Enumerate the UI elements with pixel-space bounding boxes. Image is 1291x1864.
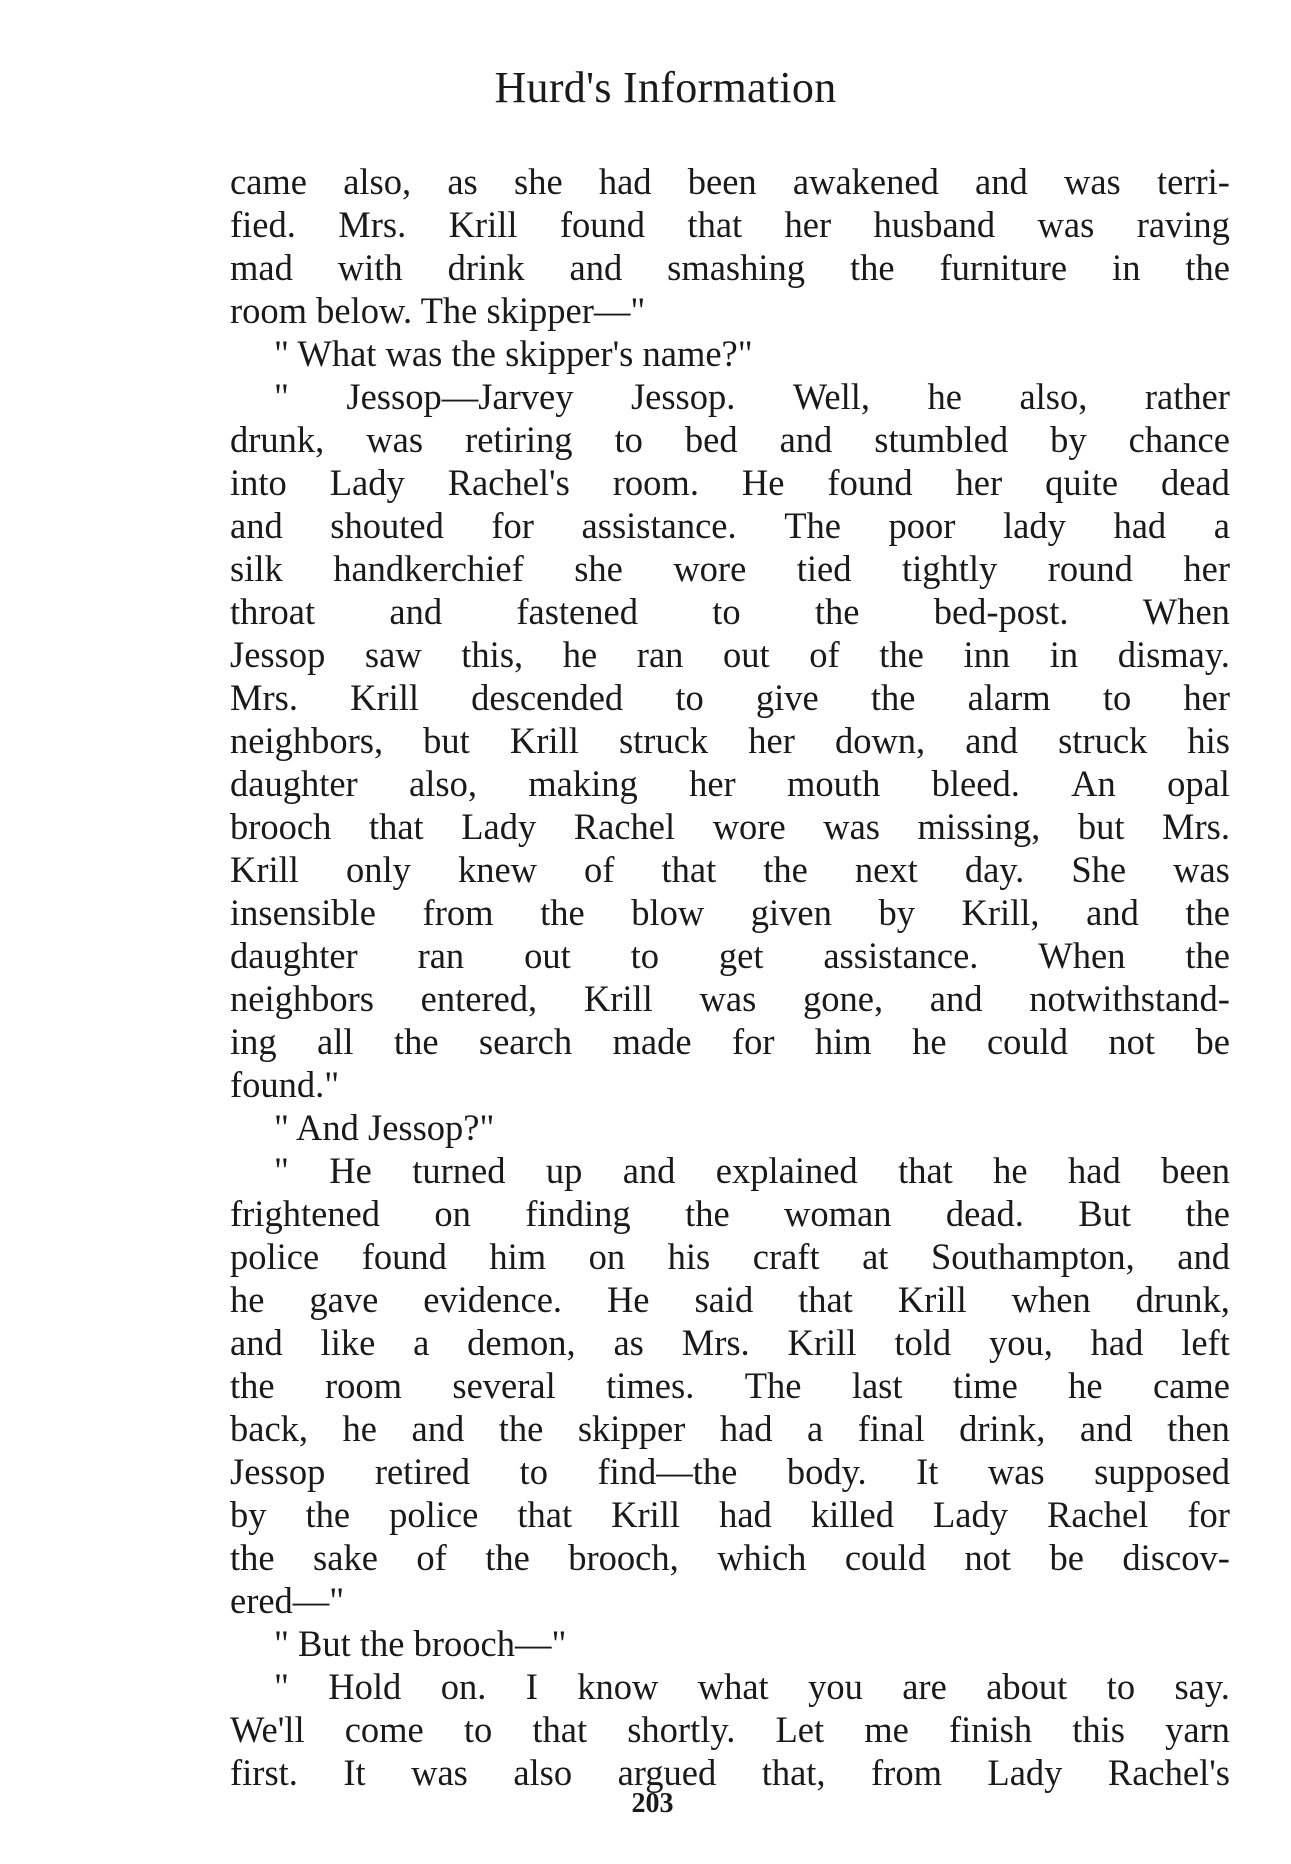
text-line: police found him on his craft at Southampton, and [230,1236,1230,1277]
text-line: fied. Mrs. Krill found that her husband was raving [230,204,1230,245]
text-line: room below. The skipper—" [230,290,646,331]
text-line: and like a demon, as Mrs. Krill told you, had left [230,1322,1230,1363]
text-line: silk handkerchief she wore tied tightly round her [230,548,1230,589]
text-line: came also, as she had been awakened and was terri- [230,161,1230,202]
text-line: " What was the skipper's name?" [274,333,753,374]
running-head: Hurd's Information [494,63,837,112]
text-line: he gave evidence. He said that Krill when drunk, [230,1279,1230,1320]
text-line: and shouted for assistance. The poor lady had a [230,505,1230,546]
text-line: " But the brooch—" [274,1623,567,1664]
text-line: mad with drink and smashing the furniture in the [230,247,1230,288]
text-line: back, he and the skipper had a final drink, and then [230,1408,1230,1449]
text-line: We'll come to that shortly. Let me finish this yarn [230,1709,1230,1750]
text-line: into Lady Rachel's room. He found her quite dead [230,462,1230,503]
text-line: first. It was also argued that, from Lady Rachel's [230,1752,1230,1793]
text-line: " He turned up and explained that he had been [274,1150,1230,1191]
page-number: 203 [631,1788,674,1819]
text-line: found." [230,1064,340,1105]
text-line: neighbors, but Krill struck her down, and struck his [230,720,1230,761]
text-line: Mrs. Krill descended to give the alarm to her [230,677,1230,718]
text-line: " Jessop—Jarvey Jessop. Well, he also, rather [274,376,1230,417]
text-line: throat and fastened to the bed-post. When [230,591,1230,632]
text-line: Jessop retired to find—the body. It was supposed [230,1451,1230,1492]
text-line: " Hold on. I know what you are about to say. [274,1666,1230,1707]
text-line: neighbors entered, Krill was gone, and notwithstand- [230,978,1230,1019]
text-line: brooch that Lady Rachel wore was missing, but Mrs. [230,806,1230,847]
text-line: the sake of the brooch, which could not be discov- [230,1537,1230,1578]
text-line: drunk, was retiring to bed and stumbled by chance [230,419,1230,460]
text-line: Jessop saw this, he ran out of the inn in dismay. [230,634,1230,675]
text-line: frightened on finding the woman dead. But the [230,1193,1230,1234]
text-line: daughter ran out to get assistance. When the [230,935,1230,976]
text-line: Krill only knew of that the next day. She was [230,849,1230,890]
text-line: by the police that Krill had killed Lady Rachel for [230,1494,1230,1535]
text-line: daughter also, making her mouth bleed. An opal [230,763,1230,804]
text-line: ered—" [230,1580,345,1621]
text-line: insensible from the blow given by Krill, and the [230,892,1230,933]
text-line: ing all the search made for him he could not be [230,1021,1230,1062]
body-text [230,160,1230,1794]
text-line: " And Jessop?" [274,1107,495,1148]
text-line: the room several times. The last time he came [230,1365,1230,1406]
